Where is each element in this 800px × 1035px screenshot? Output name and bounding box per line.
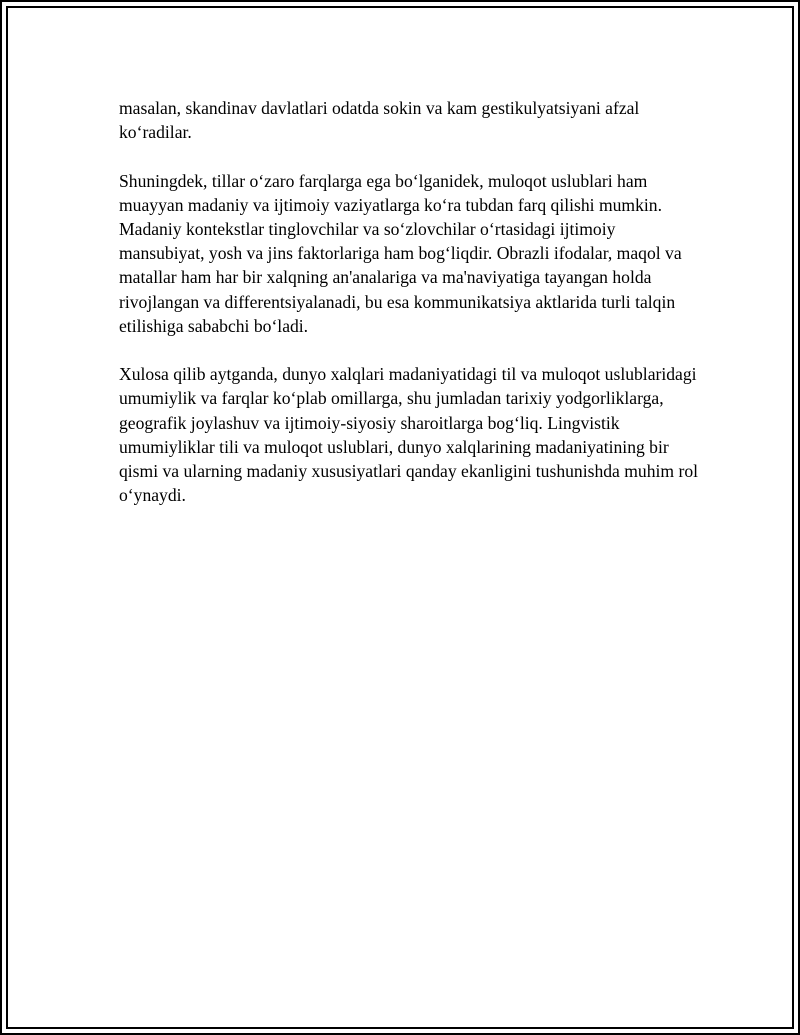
paragraph-3: Xulosa qilib aytganda, dunyo xalqlari madaniyatidagi til va muloqot uslublaridagi umumiylik va farqlar ko‘plab omillarga, shu jumladan tarixiy yodgorliklarga, geografik joylashuv va ijtimoiy-siyosiy sharoitlarga bog‘liq. Lingvistik umumiyliklar tili va muloqot uslublari, dunyo xalqlarining madaniyatining bir qismi va ularning madaniy xususiyatlari qanday ekanligini tushunishda muhim rol o‘ynaydi.	[119, 364, 699, 506]
paragraph-2: Shuningdek, tillar o‘zaro farqlarga ega bo‘lganidek, muloqot uslublari ham muayyan madaniy va ijtimoiy vaziyatlarga ko‘ra tubdan farq qilishi mumkin. Madaniy kontekstlar tinglovchilar va so‘zlovchilar o‘rtasidagi ijtimoiy mansubiyat, yosh va jins faktorlariga ham bog‘liqdir. Obrazli ifodalar, maqol va matallar ham har bir xalqning an'analariga va ma'naviyatiga tayangan holda rivojlangan va differentsiyalanadi, bu esa kommunikatsiya aktlarida turli talqin etilishiga sababchi bo‘ladi.	[119, 170, 682, 336]
paragraph-1: masalan, skandinav davlatlari odatda sokin va kam gestikulyatsiyani afzal ko‘radilar.	[119, 98, 640, 143]
document-body	[119, 96, 699, 532]
